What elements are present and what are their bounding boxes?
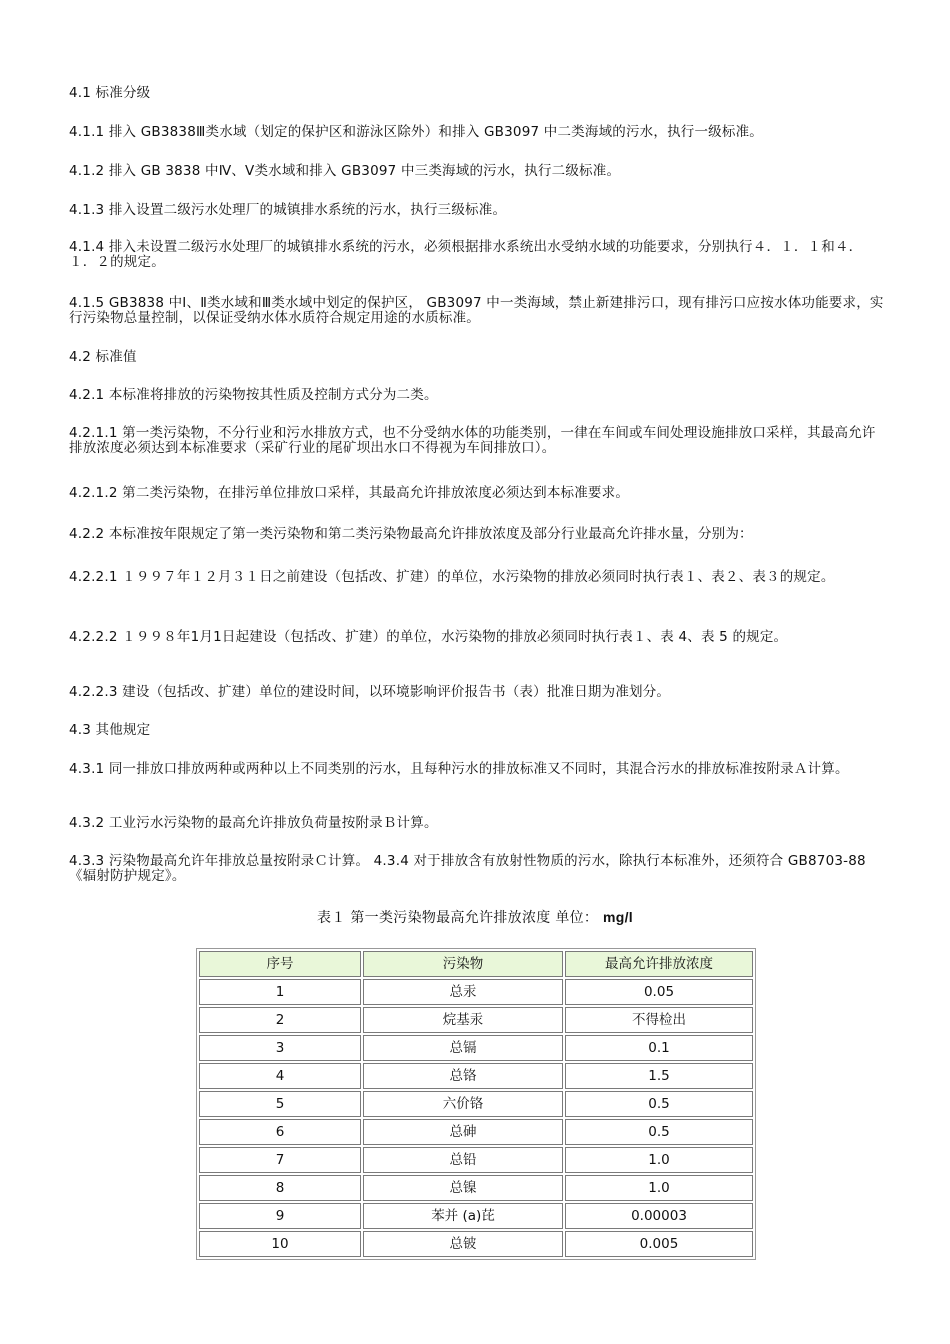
paragraph-4-1-4: 4.1.4 排入未设置二级污水处理厂的城镇排水系统的污水，必须根据排水系统出水受纳水域的功能要求，分别执行４．１．１和４．１．２的规定。 [69, 239, 863, 270]
cell-concentration: 0.005 [565, 1231, 753, 1257]
cell-pollutant: 总铍 [363, 1231, 563, 1257]
cell-index: 1 [199, 979, 361, 1005]
cell-concentration: 0.05 [565, 979, 753, 1005]
paragraph-4-2-2-3: 4.2.2.3 建设（包括改、扩建）单位的建设时间，以环境影响评价报告书（表）批准日期为准划分。 [69, 684, 671, 700]
paragraph-4-2-1: 4.2.1 本标准将排放的污染物按其性质及控制方式分为二类。 [69, 387, 438, 403]
cell-pollutant: 总铬 [363, 1063, 563, 1089]
table-row [199, 1007, 753, 1033]
section-4-3-heading: 4.3 其他规定 [69, 722, 151, 738]
cell-index: 3 [199, 1035, 361, 1061]
cell-index: 2 [199, 1007, 361, 1033]
cell-pollutant: 烷基汞 [363, 1007, 563, 1033]
cell-concentration: 0.00003 [565, 1203, 753, 1229]
table-row [199, 1231, 753, 1257]
paragraph-4-2-2: 4.2.2 本标准按年限规定了第一类污染物和第二类污染物最高允许排放浓度及部分行业最高允许排水量，分别为： [69, 526, 753, 542]
table-header-row [199, 951, 753, 977]
cell-concentration: 1.0 [565, 1147, 753, 1173]
cell-pollutant: 总砷 [363, 1119, 563, 1145]
table-row [199, 1175, 753, 1201]
paragraph-4-1-1: 4.1.1 排入 GB3838Ⅲ类水域（划定的保护区和游泳区除外）和排入 GB3097 中二类海域的污水，执行一级标准。 [69, 124, 763, 140]
section-4-2-heading: 4.2 标准值 [69, 349, 137, 365]
header-max-concentration: 最高允许排放浓度 [565, 951, 753, 977]
cell-index: 9 [199, 1203, 361, 1229]
paragraph-4-2-2-1: 4.2.2.1 １９９７年１２月３１日之前建设（包括改、扩建）的单位，水污染物的排放必须同时执行表１、表２、表３的规定。 [69, 569, 835, 585]
table-caption-unit: mg/l [602, 909, 633, 925]
table-row [199, 1063, 753, 1089]
paragraph-4-3-2: 4.3.2 工业污水污染物的最高允许排放负荷量按附录Ｂ计算。 [69, 815, 438, 831]
cell-pollutant: 苯并 (a)芘 [363, 1203, 563, 1229]
cell-pollutant: 总镉 [363, 1035, 563, 1061]
cell-index: 10 [199, 1231, 361, 1257]
paragraph-4-2-1-1: 4.2.1.1 第一类污染物，不分行业和污水排放方式，也不分受纳水体的功能类别，一律在车间或车间处理设施排放口采样，其最高允许排放浓度必须达到本标准要求（采矿行业的尾矿坝出水口不得视为车间排放口）。 [69, 425, 876, 456]
cell-concentration: 1.0 [565, 1175, 753, 1201]
cell-pollutant: 六价铬 [363, 1091, 563, 1117]
header-index: 序号 [199, 951, 361, 977]
section-4-1-heading: 4.1 标准分级 [69, 85, 151, 101]
cell-pollutant: 总汞 [363, 979, 563, 1005]
table-caption [0, 910, 950, 926]
cell-concentration: 1.5 [565, 1063, 753, 1089]
paragraph-4-2-2-2: 4.2.2.2 １９９８年1月1日起建设（包括改、扩建）的单位，水污染物的排放必须同时执行表１、表 4、表 5 的规定。 [69, 629, 788, 645]
cell-index: 8 [199, 1175, 361, 1201]
table-row [199, 1203, 753, 1229]
paragraph-4-1-3: 4.1.3 排入设置二级污水处理厂的城镇排水系统的污水，执行三级标准。 [69, 202, 507, 218]
cell-index: 5 [199, 1091, 361, 1117]
paragraph-4-1-2: 4.1.2 排入 GB 3838 中Ⅳ、Ⅴ类水域和排入 GB3097 中三类海域的污水，执行二级标准。 [69, 163, 621, 179]
cell-pollutant: 总铅 [363, 1147, 563, 1173]
table-row [199, 1091, 753, 1117]
cell-concentration: 0.5 [565, 1119, 753, 1145]
cell-concentration: 0.1 [565, 1035, 753, 1061]
paragraph-4-1-5: 4.1.5 GB3838 中Ⅰ、Ⅱ类水域和Ⅲ类水域中划定的保护区， GB3097 中一类海域，禁止新建排污口，现有排污口应按水体功能要求，实行污染物总量控制，以保证受纳水体水质符合规定用途的水质标准。 [69, 295, 884, 326]
table-row [199, 1147, 753, 1173]
cell-concentration: 不得检出 [565, 1007, 753, 1033]
table-caption-text: 表１ 第一类污染物最高允许排放浓度 单位： [317, 910, 599, 926]
paragraph-4-3-1: 4.3.1 同一排放口排放两种或两种以上不同类别的污水，且每种污水的排放标准又不同时，其混合污水的排放标准按附录Ａ计算。 [69, 761, 849, 777]
cell-index: 7 [199, 1147, 361, 1173]
paragraph-4-2-1-2: 4.2.1.2 第二类污染物，在排污单位排放口采样，其最高允许排放浓度必须达到本标准要求。 [69, 485, 630, 501]
paragraph-4-3-3: 4.3.3 污染物最高允许年排放总量按附录Ｃ计算。 4.3.4 对于排放含有放射性物质的污水，除执行本标准外，还须符合 GB8703-88《辐射防护规定》。 [69, 853, 866, 884]
pollutant-limits-table [196, 948, 756, 1260]
cell-index: 6 [199, 1119, 361, 1145]
cell-concentration: 0.5 [565, 1091, 753, 1117]
cell-index: 4 [199, 1063, 361, 1089]
cell-pollutant: 总镍 [363, 1175, 563, 1201]
table-row [199, 1119, 753, 1145]
table-row [199, 979, 753, 1005]
table-row [199, 1035, 753, 1061]
header-pollutant: 污染物 [363, 951, 563, 977]
